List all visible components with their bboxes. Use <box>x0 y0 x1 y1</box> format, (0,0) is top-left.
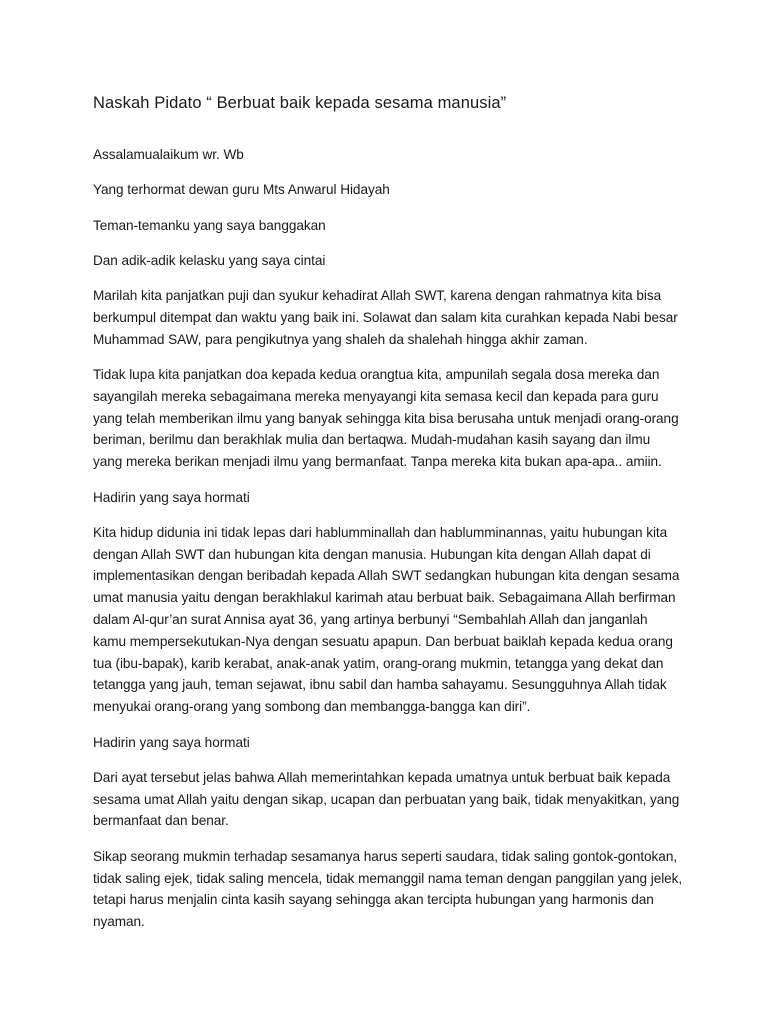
opening-praise-paragraph: Marilah kita panjatkan puji dan syukur kehadirat Allah SWT, karena dengan rahmatnya kita bisa berkumpul ditempat dan waktu yang baik ini. Solawat dan salam kita curahkan kepada Nabi besar Muhammad SAW, para pengikutnya yang shaleh da shalehah hingga akhir zaman. <box>93 288 678 347</box>
address-paragraph: Hadirin yang saya hormati <box>93 489 250 505</box>
quran-verse-paragraph: Kita hidup didunia ini tidak lepas dari hablumminallah dan hablumminannas, yaitu hubungan kita dengan Allah SWT dan hubungan kita dengan manusia. Hubungan kita dengan Allah dapat di implementasikan dengan beribadah kepada Allah SWT sedangkan hubungan kita dengan sesama umat manusia yaitu dengan berakhlakul karimah atau berbuat baik. Sebagaimana Allah berfirman dalam Al-qur’an surat Annisa ayat 36, yang artinya berbunyi “Sembahlah Allah dan janganlah kamu mempersekutukan-Nya dengan sesuatu apapun. Dan berbuat baiklah kepada kedua orang tua (ibu-bapak), karib kerabat, anak-anak yatim, orang-orang mukmin, tetangga yang dekat dan tetangga yang jauh, teman sejawat, ibnu sabil dan hamba sahayamu. Sesungguhnya Allah tidak menyukai orang-orang yang sombong dan membangga-bangga kan diri”. <box>93 524 680 715</box>
address-paragraph-2: Hadirin yang saya hormati <box>93 734 250 750</box>
greeting-paragraph: Assalamualaikum wr. Wb <box>93 147 244 162</box>
salutation-teachers-paragraph: Yang terhormat dewan guru Mts Anwarul Hidayah <box>93 182 390 198</box>
attitude-paragraph: Sikap seorang mukmin terhadap sesamanya harus seperti saudara, tidak saling gontok-gontokan, tidak saling ejek, tidak saling mencela, tidak memanggil nama teman dengan panggilan yang jelek, tetapi harus menjalin cinta kasih sayang sehingga akan tercipta hubungan yang harmonis dan nyaman. <box>93 848 683 930</box>
salutation-juniors-paragraph: Dan adik-adik kelasku yang saya cintai <box>93 252 326 268</box>
prayer-paragraph: Tidak lupa kita panjatkan doa kepada kedua orangtua kita, ampunilah segala dosa mereka dan sayangilah mereka sebagaimana mereka menyayangi kita semasa kecil dan kepada para guru yang telah memberikan ilmu yang banyak sehingga kita bisa berusaha untuk menjadi orang-orang beriman, berilmu dan berakhlak mulia dan bertaqwa. Mudah-mudahan kasih sayang dan ilmu yang mereka berikan menjadi ilmu yang bermanfaat. Tanpa mereka kita bukan apa-apa.. amiin. <box>93 367 679 470</box>
salutation-friends-paragraph: Teman-temanku yang saya banggakan <box>93 217 326 233</box>
explanation-paragraph: Dari ayat tersebut jelas bahwa Allah memerintahkan kepada umatnya untuk berbuat baik kepada sesama umat Allah yaitu dengan sikap, ucapan dan perbuatan yang baik, tidak menyakitkan, yang bermanfaat dan benar. <box>93 769 680 829</box>
document-title: Naskah Pidato “ Berbuat baik kepada sesama manusia” <box>93 94 507 112</box>
document-body <box>93 92 683 946</box>
